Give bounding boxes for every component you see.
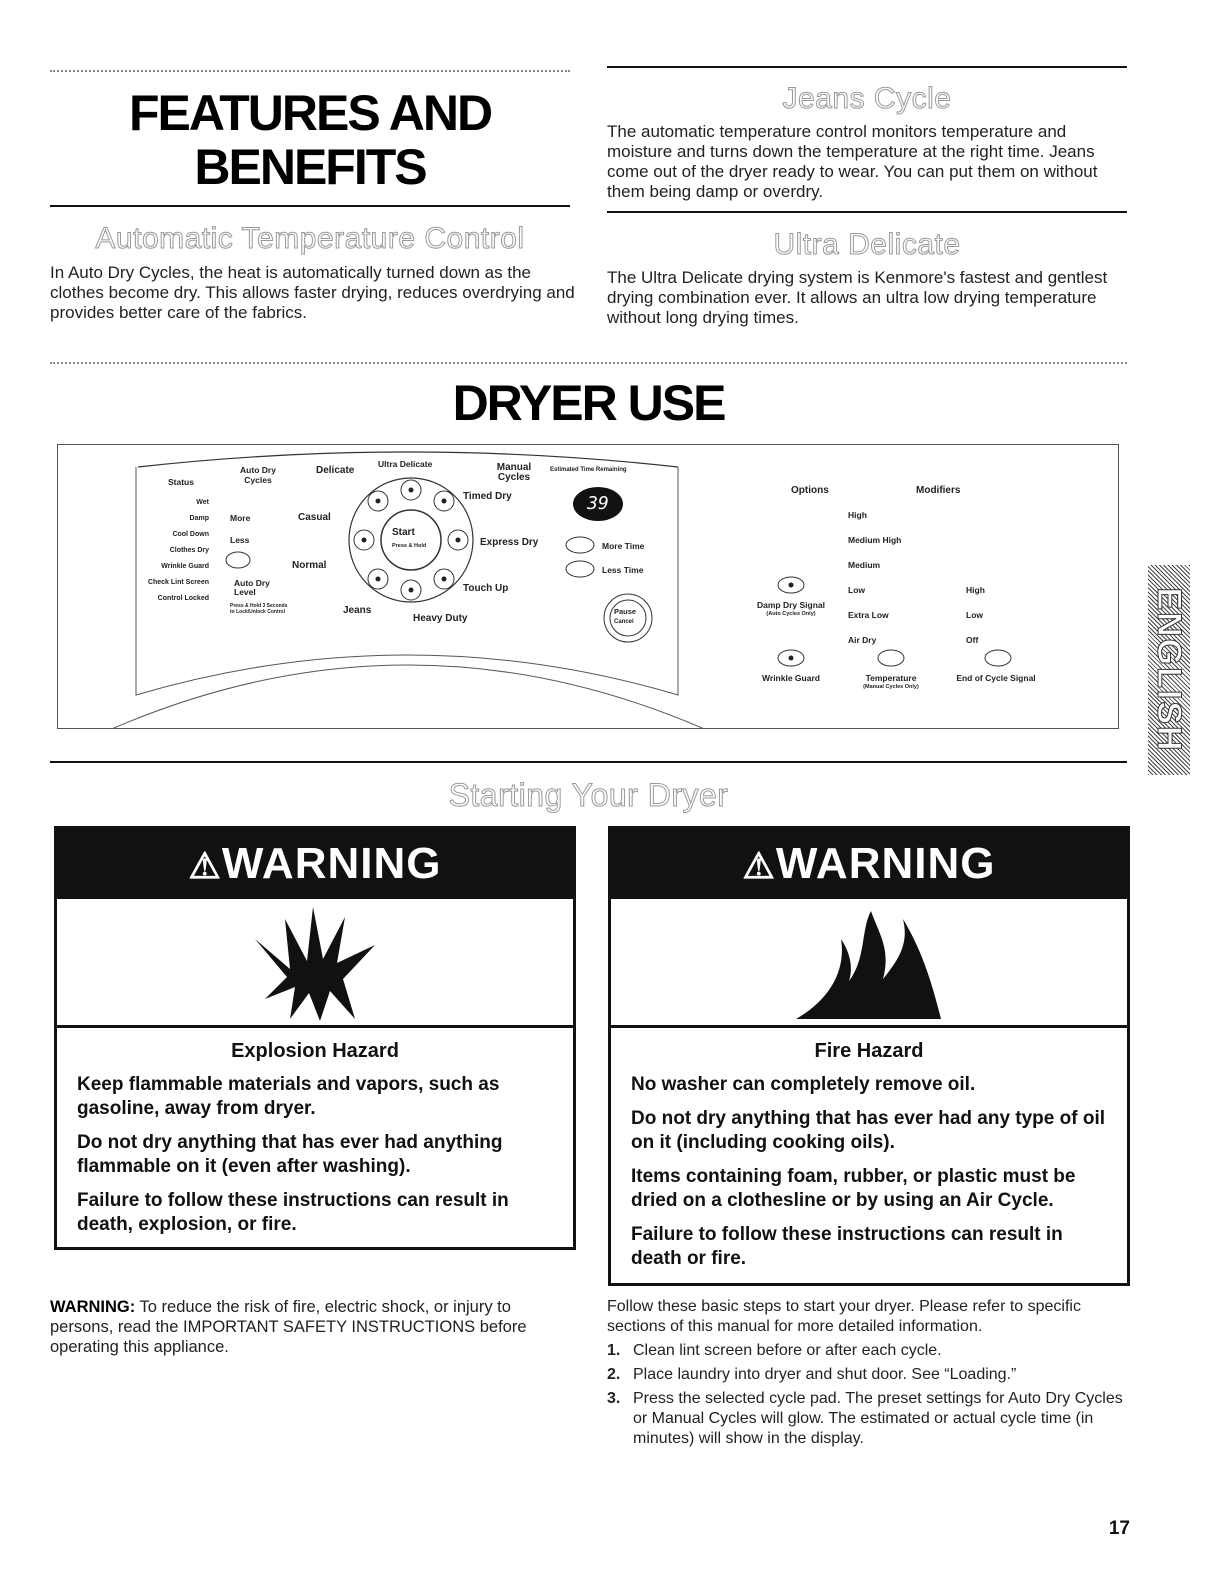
more-label: More [230,513,251,523]
temperature-label: Temperature [865,673,917,683]
more-time-label: More Time [602,541,645,551]
ultra-top-rule [607,211,1127,213]
control-panel-illustration [57,444,1119,729]
damp-dry-sub-label: (Auto Cycles Only) [766,611,816,617]
explosion-line-1: Keep flammable materials and vapors, such as gasoline, away from dryer. [77,1074,500,1119]
auto-temp-text: In Auto Dry Cycles, the heat is automatically turned down as the clothes become dry. This allows faster drying, reduces overdrying and provides better care of the fabrics. [50,263,575,322]
fire-icon-area [611,899,1127,1028]
status-check-lint: Check Lint Screen [147,579,209,586]
signal-high: High [966,585,985,595]
less-label: Less [230,535,250,545]
status-label: Status [168,477,194,487]
warning-explosion-box [54,826,576,1250]
modifiers-label: Modifiers [916,485,961,496]
warning-fire-box [608,826,1130,1286]
signal-low: Low [966,610,983,620]
fire-line-1: No washer can completely remove oil. [631,1074,976,1095]
starting-heading: Starting Your Dryer [448,777,729,813]
fire-hazard-title: Fire Hazard [814,1040,924,1062]
less-time-label: Less Time [602,565,644,575]
jeans-text: The automatic temperature control monitors temperature and moisture and turns down the temperature at the right time. Jeans come out of the dryer ready to wear. You can put them on without them being damp or overdry. [607,122,1098,201]
features-title-line1: FEATURES AND [128,85,492,141]
options-label: Options [791,485,829,496]
status-clothes-dry: Clothes Dry [169,547,209,554]
temp-air-dry: Air Dry [848,635,877,645]
explosion-icon-area [57,899,573,1028]
start-press-hold-label: Press & Hold [392,543,427,549]
warning-triangle-icon: ⚠ [188,845,222,886]
step-3-text: Press the selected cycle pad. The preset settings for Auto Dry Cycles or Manual Cycles will glow. The estimated or actual cycle time (in minutes) will show in the display. [633,1390,1123,1447]
fire-line-4: Failure to follow these instructions can result in death or fire. [631,1224,1063,1269]
signal-off: Off [966,635,979,645]
signal-list [966,578,985,653]
warning-explosion-header [57,829,573,899]
safety-warning-label: WARNING: [50,1298,136,1316]
dryer-use-dotted-rule [50,362,1127,364]
time-display: 39 [587,493,609,514]
temperature-list [848,503,901,653]
side-tab-label: ENGLISH [1150,587,1188,753]
touch-up-label: Touch Up [463,583,509,594]
damp-dry-signal-label: Damp Dry Signal [756,600,826,610]
ultra-text: The Ultra Delicate drying system is Kenmore's fastest and gentlest drying combination ever. It allows an ultra low drying temperature without long drying times. [607,268,1108,327]
timed-dry-label: Timed Dry [463,491,512,502]
status-wrinkle-guard: Wrinkle Guard [161,563,209,570]
explosion-hazard-title: Explosion Hazard [231,1040,399,1062]
top-left-dotted-rule [50,70,570,72]
ultra-heading: Ultra Delicate [773,228,961,261]
step-3-number: 3. [607,1390,621,1407]
casual-label: Casual [298,512,331,523]
temp-extra-low: Extra Low [848,610,889,620]
page-number: 17 [1108,1518,1130,1539]
features-title [50,86,570,194]
status-wet: Wet [196,499,209,506]
temp-medium: Medium [848,560,881,570]
wrinkle-guard-label: Wrinkle Guard [762,673,820,683]
express-dry-label: Express Dry [480,537,539,548]
step-1 [607,1341,1127,1361]
auto-dry-level-label: Auto Dry Level [234,578,270,597]
warning-fire-header [611,829,1127,899]
dryer-use-title: DRYER USE [452,375,725,431]
start-button[interactable]: Start [392,527,415,538]
jeans-heading: Jeans Cycle [782,82,952,115]
heavy-duty-label: Heavy Duty [413,613,468,624]
temp-low: Low [848,585,865,595]
warning-explosion-header-text: WARNING [221,839,442,888]
manual-cycles-label: Manual Cycles [496,462,532,483]
warning-triangle-icon: ⚠ [742,845,776,886]
step-2-number: 2. [607,1366,621,1383]
jeans-label: Jeans [343,605,372,616]
estimated-time-label: Estimated Time Remaining [550,467,627,473]
fire-line-3: Items containing foam, rubber, or plastic must be dried on a clothesline or by using an Air Cycle. [631,1166,1076,1211]
status-damp: Damp [189,515,209,522]
safety-warning-body: To reduce the risk of fire, electric shock, or injury to persons, read the IMPORTANT SAFETY INSTRUCTIONS before operating this appliance. [50,1298,527,1356]
step-2-text: Place laundry into dryer and shut door. See “Loading.” [633,1366,1017,1383]
temp-high: High [848,510,867,520]
temp-medium-high: Medium High [848,535,902,545]
status-control-locked: Control Locked [157,595,209,602]
auto-temp-heading: Automatic Temperature Control [95,222,525,255]
fire-line-2: Do not dry anything that has ever had any type of oil on it (including cooking oils). [631,1108,1106,1153]
ultra-delicate-label: Ultra Delicate [378,459,433,469]
temperature-sub-label: (Manual Cycles Only) [863,684,919,690]
delicate-label: Delicate [316,465,355,476]
step-3 [607,1389,1127,1449]
features-title-line2: BENEFITS [194,139,426,195]
safety-warning-text [50,1297,575,1357]
step-1-text: Clean lint screen before or after each cycle. [633,1342,942,1359]
status-cool-down: Cool Down [172,531,209,538]
warning-fire-header-text: WARNING [775,839,996,888]
explosion-line-2: Do not dry anything that has ever had anything flammable on it (even after washing). [77,1132,503,1177]
step-2 [607,1365,1127,1385]
side-tab [1148,565,1190,775]
starting-rule [50,761,1127,763]
jeans-top-rule [607,66,1127,68]
explosion-icon [245,899,385,1025]
normal-label: Normal [292,560,327,571]
starting-intro: Follow these basic steps to start your dryer. Please refer to specific sections of this manual for more detailed information. [607,1298,1081,1335]
starting-steps [607,1297,1127,1449]
status-list [143,495,209,607]
features-rule [50,205,570,207]
fire-icon [791,899,951,1025]
cancel-label: Cancel [614,619,634,625]
pause-button[interactable]: Pause [614,607,637,616]
end-of-cycle-label: End of Cycle Signal [956,673,1036,683]
press-hold-lock-label: Press & Hold 3 Seconds to Lock/Unlock Control [230,603,288,615]
explosion-line-3: Failure to follow these instructions can result in death, explosion, or fire. [77,1190,509,1235]
step-1-number: 1. [607,1342,621,1359]
auto-dry-cycles-label: Auto Dry Cycles [240,465,276,485]
